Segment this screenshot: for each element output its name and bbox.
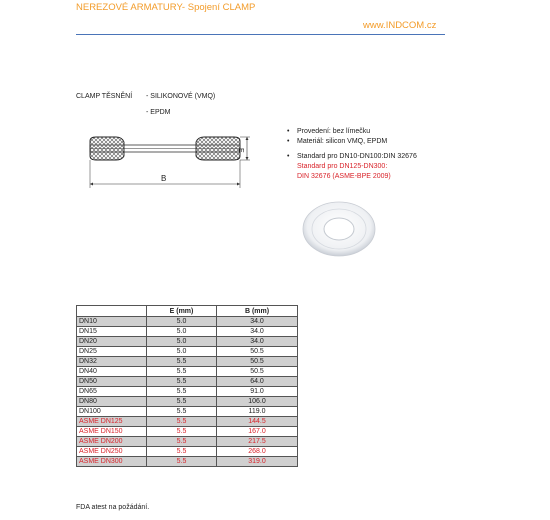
table-row [77, 327, 298, 337]
cell-size: DN40 [77, 367, 147, 377]
spec-list [287, 127, 417, 182]
cell-size: DN80 [77, 397, 147, 407]
cell-b: 50.5 [217, 347, 298, 357]
cell-b: 34.0 [217, 327, 298, 337]
cell-e: 5.5 [147, 427, 217, 437]
cell-e: 5.0 [147, 317, 217, 327]
gasket-cross-section-drawing [84, 128, 254, 192]
cell-b: 34.0 [217, 337, 298, 347]
page-title: NEREZOVÉ ARMATURY- Spojení CLAMP [76, 2, 256, 13]
cell-e: 5.5 [147, 417, 217, 427]
cell-e: 5.0 [147, 337, 217, 347]
cell-b: 144.5 [217, 417, 298, 427]
cell-e: 5.5 [147, 437, 217, 447]
table-row [77, 407, 298, 417]
table-row [77, 387, 298, 397]
spec-asme-text: Standard pro DN125-DN300: [297, 163, 388, 170]
cell-e: 5.5 [147, 357, 217, 367]
bullet-icon: • [287, 153, 290, 160]
cell-size: DN25 [77, 347, 147, 357]
table-row [77, 437, 298, 447]
cell-e: 5.5 [147, 397, 217, 407]
right-bead [196, 137, 240, 160]
size-table-body [77, 317, 298, 467]
cell-size: ASME DN150 [77, 427, 147, 437]
cell-b: 50.5 [217, 357, 298, 367]
dim-b-label: B [161, 174, 167, 183]
spec-text: Materiál: silicon VMQ, EPDM [297, 138, 388, 145]
table-row [77, 447, 298, 457]
cell-e: 5.0 [147, 347, 217, 357]
table-row [77, 317, 298, 327]
table-row [77, 457, 298, 467]
cell-size: DN65 [77, 387, 147, 397]
cell-b: 34.0 [217, 317, 298, 327]
size-table [76, 305, 298, 467]
table-row [77, 417, 298, 427]
cell-size: ASME DN250 [77, 447, 147, 457]
table-row [77, 337, 298, 347]
cell-b: 50.5 [217, 367, 298, 377]
cell-b: 167.0 [217, 427, 298, 437]
spec-red-line [287, 172, 417, 182]
cell-b: 106.0 [217, 397, 298, 407]
cell-b: 119.0 [217, 407, 298, 417]
col-header-b: B (mm) [217, 306, 298, 317]
cell-b: 319.0 [217, 457, 298, 467]
spec-item [287, 137, 417, 147]
cell-size: ASME DN200 [77, 437, 147, 447]
bullet-icon: • [287, 128, 290, 135]
table-row [77, 357, 298, 367]
cell-e: 5.5 [147, 367, 217, 377]
cell-size: DN32 [77, 357, 147, 367]
table-row [77, 377, 298, 387]
spec-asme-standard: DIN 32676 (ASME-BPE 2009) [297, 173, 391, 180]
table-row [77, 367, 298, 377]
table-row [77, 397, 298, 407]
cell-size: DN50 [77, 377, 147, 387]
cell-b: 268.0 [217, 447, 298, 457]
website-link[interactable]: www.INDCOM.cz [363, 20, 437, 31]
cell-b: 217.5 [217, 437, 298, 447]
header-divider [76, 34, 445, 35]
cell-b: 91.0 [217, 387, 298, 397]
gasket-product-image [300, 198, 378, 258]
cell-e: 5.0 [147, 327, 217, 337]
cell-size: ASME DN125 [77, 417, 147, 427]
cell-e: 5.5 [147, 457, 217, 467]
spec-item [287, 152, 417, 162]
cell-e: 5.5 [147, 407, 217, 417]
cell-e: 5.5 [147, 387, 217, 397]
cell-e: 5.5 [147, 447, 217, 457]
material-silicone: - SILIKONOVÉ (VMQ) [146, 93, 216, 100]
material-epdm: - EPDM [146, 109, 171, 116]
cell-size: DN15 [77, 327, 147, 337]
cell-b: 64.0 [217, 377, 298, 387]
cell-size: DN100 [77, 407, 147, 417]
spec-text: Provedení: bez límečku [297, 128, 371, 135]
cell-size: DN10 [77, 317, 147, 327]
product-label: CLAMP TĚSNĚNÍ [76, 93, 133, 100]
table-row [77, 347, 298, 357]
dim-e-label: E [237, 148, 244, 153]
col-header-e: E (mm) [147, 306, 217, 317]
spec-red-line [287, 162, 417, 172]
col-header-size [77, 306, 147, 317]
spec-item [287, 127, 417, 137]
table-row [77, 427, 298, 437]
cell-size: DN20 [77, 337, 147, 347]
bullet-icon: • [287, 138, 290, 145]
spec-text: Standard pro DN10-DN100:DIN 32676 [297, 153, 417, 160]
left-bead [90, 137, 124, 160]
cell-e: 5.5 [147, 377, 217, 387]
cell-size: ASME DN300 [77, 457, 147, 467]
table-header-row [77, 306, 298, 317]
footer-note: FDA atest na požádání. [76, 504, 150, 511]
